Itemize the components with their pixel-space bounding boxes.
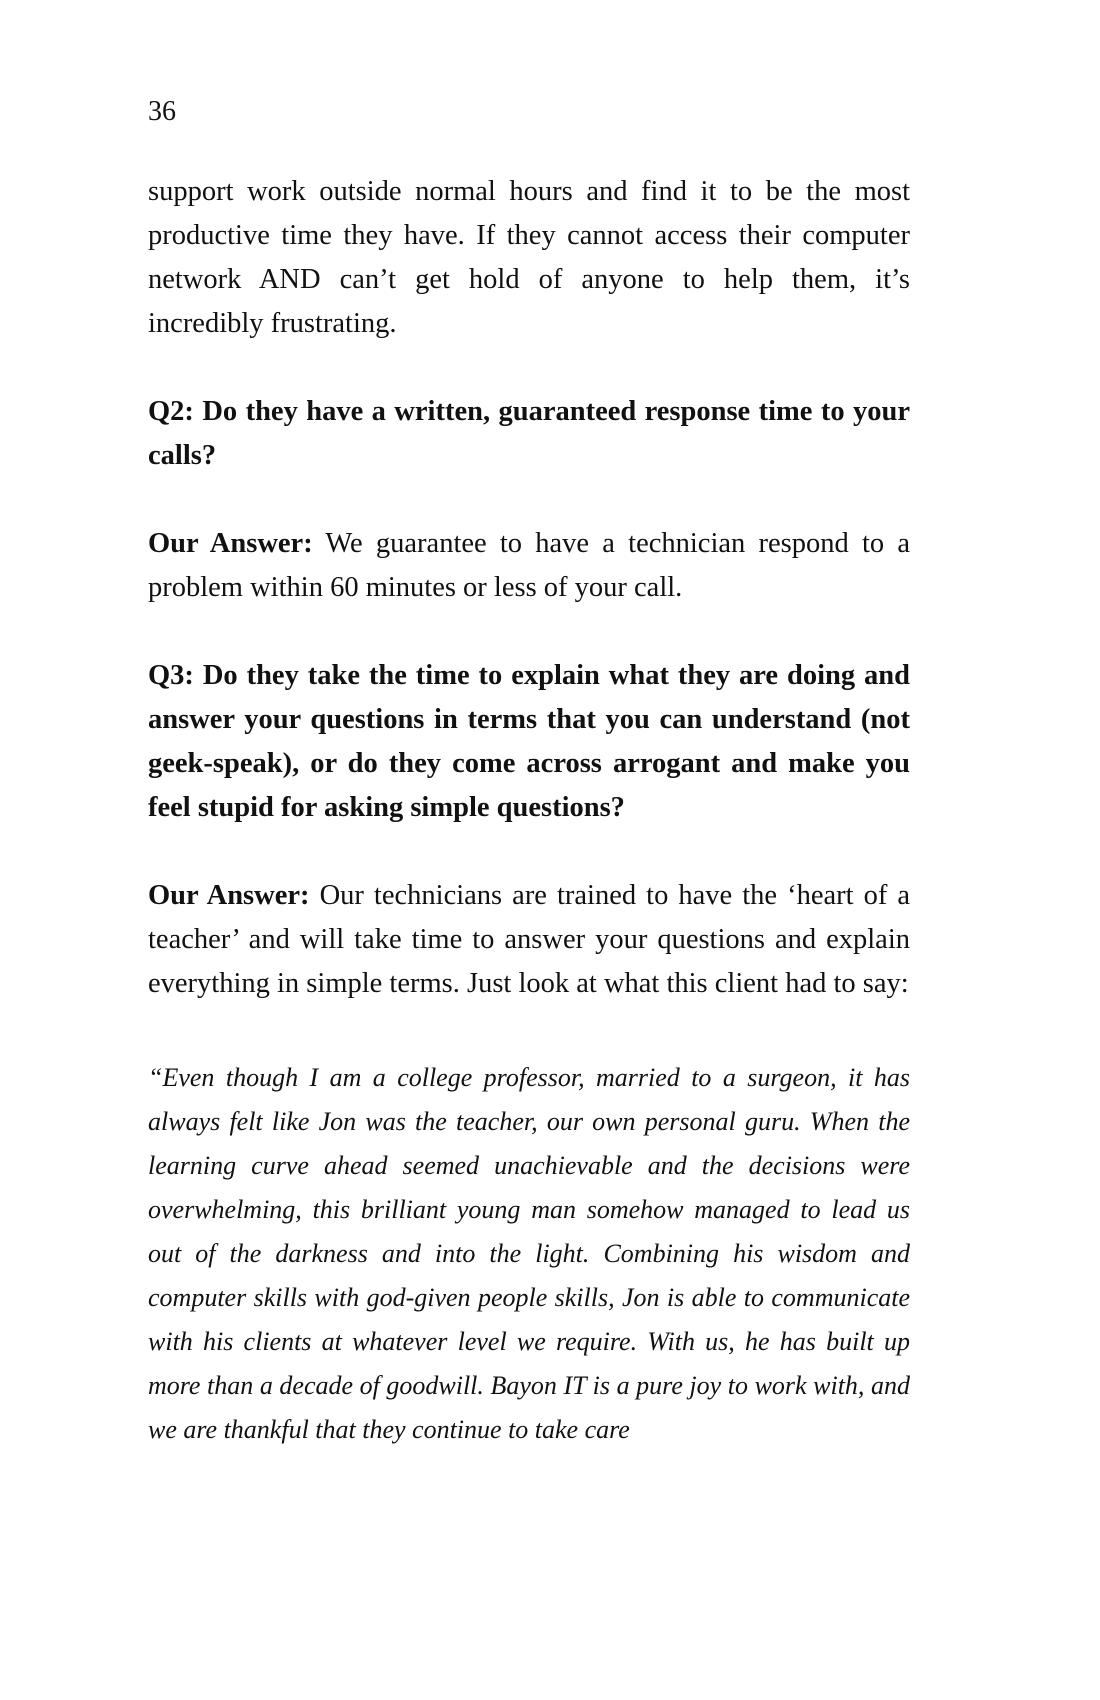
question-3: Q3: Do they take the time to explain what they are doing and answer your questions in terms that you can understand (not geek-speak), or do they come across arrogant and make you feel stupid for asking simple questions? xyxy=(148,660,910,823)
page-number: 36 xyxy=(148,96,176,127)
answer-2-text: We guarantee to have a technician respond to a problem within 60 minutes or less of your call. xyxy=(148,528,910,603)
spacer xyxy=(148,830,910,874)
answer-3-text: Our technicians are trained to have the ‘heart of a teacher’ and will take time to answer your questions and explain everything in simple terms. Just look at what this client had to say: xyxy=(148,880,911,999)
answer-2 xyxy=(148,522,910,610)
answer-3 xyxy=(148,874,910,1006)
intro-paragraph: support work outside normal hours and find it to be the most productive time they have. If they cannot access their computer network AND can’t get hold of anyone to help them, it’s incredibly frustrating. xyxy=(148,176,910,339)
spacer xyxy=(148,610,910,654)
answer-2-label: Our Answer: xyxy=(148,528,313,559)
page-body xyxy=(148,170,910,1452)
client-testimonial-quote: “Even though I am a college professor, married to a surgeon, it has always felt like Jon was the teacher, our own personal guru. When the learning curve ahead seemed unachievable and the decisions were overwhelming, this brilliant young man somehow managed to lead us out of the darkness and into the light. Combining his wisdom and computer skills with god-given people skills, Jon is able to communicate with his clients at whatever level we require. With us, he has built up more than a decade of goodwill. Bayon IT is a pure joy to work with, and we are thankful that they continue to take care xyxy=(148,1063,910,1444)
spacer xyxy=(148,478,910,522)
question-2: Q2: Do they have a written, guaranteed response time to your calls? xyxy=(148,396,910,471)
spacer xyxy=(148,346,910,390)
answer-3-label: Our Answer: xyxy=(148,880,310,911)
spacer xyxy=(148,1006,910,1056)
